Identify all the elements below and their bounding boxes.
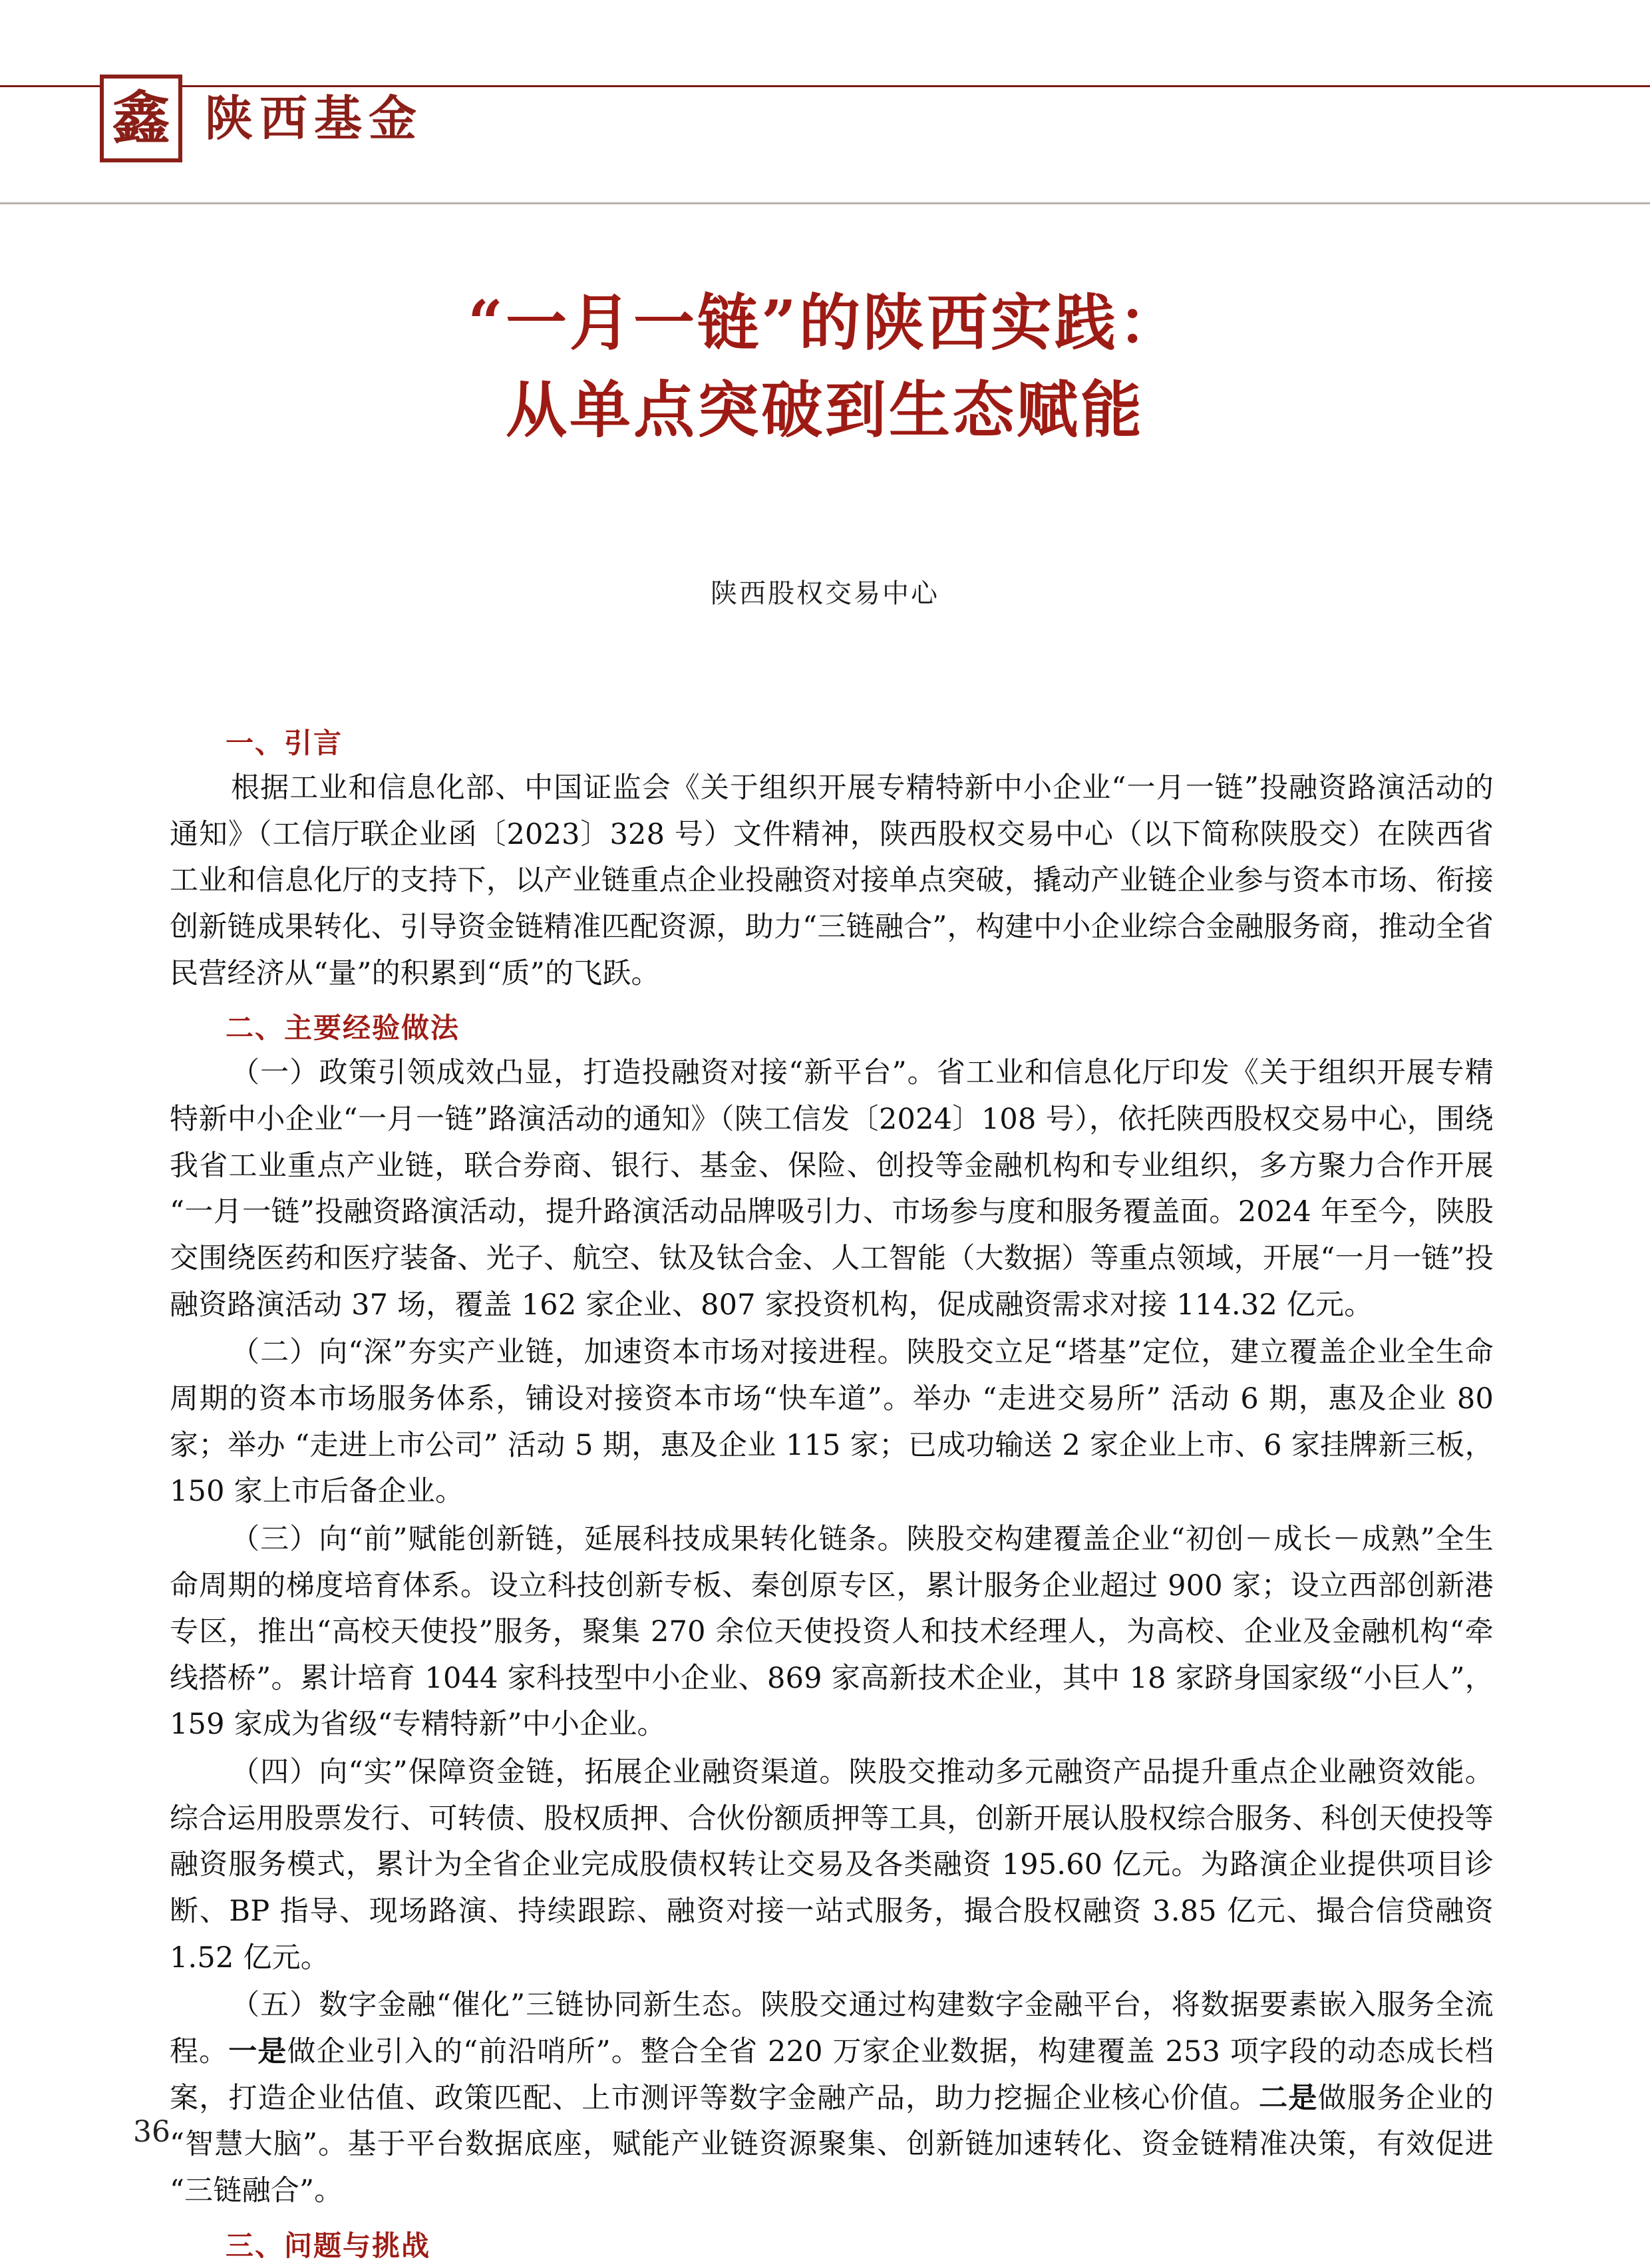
publication-name: 陕西基金 (205, 90, 424, 146)
byline: 陕西股权交易中心 (711, 578, 939, 609)
section-heading-practices: 二、主要经验做法 (226, 1012, 460, 1045)
paragraph: （二）向“深”夯实产业链，加速资本市场对接进程。陕股交立足“塔基”定位，建立覆盖企业全生命周期的资本市场服务体系，铺设对接资本市场“快车道”。举办 “走进交易所” 活动 6 期，惠及企业 80 家；举办 “走进上市公司” 活动 5 期，惠及企业 115 家；已成功输送 2 家企业上市、6 家挂牌新三板，150 家上市后备企业。 (170, 1336, 1494, 1509)
publication-logo (100, 75, 423, 162)
section-heading-challenges: 三、问题与挑战 (226, 2229, 431, 2262)
page-title (0, 280, 1650, 453)
page-header (0, 0, 1650, 200)
article-body (170, 712, 1494, 2268)
paragraph: （五）数字金融“催化”三链协同新生态。陕股交通过构建数字金融平台，将数据要素嵌入服务全流程。一是做企业引入的“前沿哨所”。整合全省 220 万家企业数据，构建覆盖 253 项字段的动态成长档案，打造企业估值、政策匹配、上市测评等数字金融产品，助力挖掘企业核心价值。二是做服务企业的“智慧大脑”。基于平台数据底座，赋能产业链资源聚集、创新链加速转化、资金链精准决策，有效促进“三链融合”。 (170, 1988, 1494, 2208)
section-heading-introduction: 一、引言 (226, 727, 343, 759)
paragraph: 根据工业和信息化部、中国证监会《关于组织开展专精特新中小企业“一月一链”投融资路演活动的通知》（工信厅联企业函〔2023〕328 号）文件精神，陕西股权交易中心（以下简称陕股交）在陕西省工业和信息化厅的支持下，以产业链重点企业投融资对接单点突破，撬动产业链企业参与资本市场、衔接创新链成果转化、引导资金链精准匹配资源，助力“三链融合”，构建中小企业综合金融服务商，推动全省民营经济从“量”的积累到“质”的飞跃。 (170, 771, 1494, 990)
page-number: 36 (133, 2115, 170, 2149)
title-line-2: 从单点突破到生态赋能 (505, 373, 1144, 446)
paragraph: （三）向“前”赋能创新链，延展科技成果转化链条。陕股交构建覆盖企业“初创－成长－成熟”全生命周期的梯度培育体系。设立科技创新专板、秦创原专区，累计服务企业超过 900 家；设立西部创新港专区，推出“高校天使投”服务，聚集 270 余位天使投资人和技术经理人，为高校、企业及金融机构“牵线搭桥”。累计培育 1044 家科技型中小企业、869 家高新技术企业，其中 18 家跻身国家级“小巨人”，159 家成为省级“专精特新”中小企业。 (170, 1522, 1494, 1742)
seal-stamp-icon (100, 75, 182, 162)
paragraph: （一）政策引领成效凸显，打造投融资对接“新平台”。省工业和信息化厅印发《关于组织开展专精特新中小企业“一月一链”路演活动的通知》（陕工信发〔2024〕108 号），依托陕西股权交易中心，围绕我省工业重点产业链，联合券商、银行、基金、保险、创投等金融机构和专业组织，多方聚力合作开展“一月一链”投融资路演活动，提升路演活动品牌吸引力、市场参与度和服务覆盖面。2024 年至今，陕股交围绕医药和医疗装备、光子、航空、钛及钛合金、人工智能（大数据）等重点领域，开展“一月一链”投融资路演活动 37 场，覆盖 162 家企业、807 家投资机构，促成融资需求对接 114.32 亿元。 (170, 1056, 1494, 1322)
paragraph: （四）向“实”保障资金链，拓展企业融资渠道。陕股交推动多元融资产品提升重点企业融资效能。综合运用股票发行、可转债、股权质押、合伙份额质押等工具，创新开展认股权综合服务、科创天使投等融资服务模式，累计为全省企业完成股债权转让交易及各类融资 195.60 亿元。为路演企业提供项目诊断、BP 指导、现场路演、持续跟踪、融资对接一站式服务，撮合股权融资 3.85 亿元、撮合信贷融资 1.52 亿元。 (170, 1756, 1494, 1975)
title-line-1: “一月一链”的陕西实践： (468, 287, 1182, 359)
header-bottom-rule (0, 202, 1650, 204)
seal-glyph: 鑫 (112, 85, 170, 152)
